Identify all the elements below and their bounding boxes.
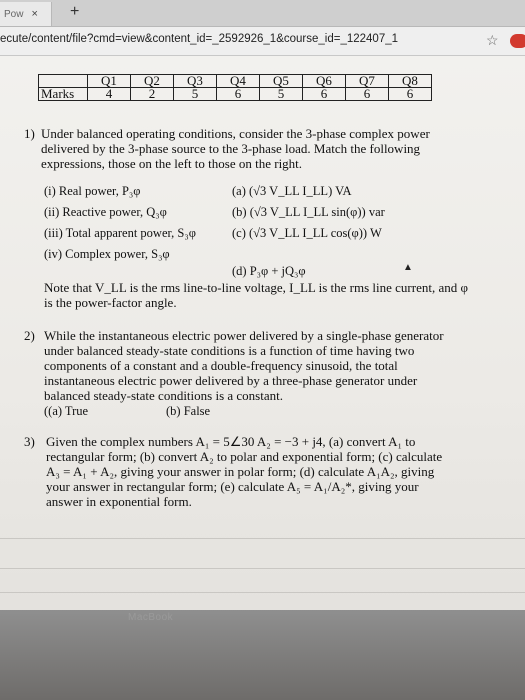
table-header-cell: Q3	[174, 75, 217, 88]
answer-option-true: ((a) True	[44, 404, 89, 418]
question-3	[24, 434, 494, 509]
match-right-item: (c) (√3 V_LL I_LL cos(φ)) W	[232, 226, 382, 240]
table-cell: 5	[174, 88, 217, 101]
question-text-line: Given the complex numbers A₁ = 5∠30 A₂ = −3 + j4, (a) convert A₁ to	[46, 434, 416, 449]
note-line: is the power-factor angle.	[44, 295, 177, 310]
match-right-item: (a) (√3 V_LL I_LL) VA	[232, 184, 352, 198]
table-cell: 5	[260, 88, 303, 101]
url-text[interactable]: ecute/content/file?cmd=view&content_id=_2592926_1&course_id=_122407_1	[0, 33, 399, 45]
tab-title: Pow	[4, 8, 24, 20]
table-header-cell: Q4	[217, 75, 260, 88]
table-header-cell: Q7	[346, 75, 389, 88]
match-right-item: (b) (√3 V_LL I_LL sin(φ)) var	[232, 205, 385, 219]
match-left-item: (ii) Reactive power, Q₃φ	[44, 205, 167, 219]
question-text-line: under balanced steady-state conditions is a function of time having two	[44, 343, 415, 358]
table-header-cell: Q2	[131, 75, 174, 88]
mouse-cursor-icon: ▲	[403, 262, 413, 273]
question-text-line: Under balanced operating conditions, consider the 3-phase complex power	[41, 126, 430, 141]
question-1	[24, 126, 494, 171]
question-text-line: answer in exponential form.	[46, 494, 192, 509]
question-text-line: instantaneous electric power delivered by a three-phase generator under	[44, 373, 418, 388]
question-text-line: your answer in rectangular form; (e) calculate A₅ = A₁/A₂*, giving your	[46, 479, 419, 494]
note-line: Note that V_LL is the rms line-to-line voltage, I_LL is the rms line current, and φ	[44, 280, 468, 295]
table-cell: 4	[88, 88, 131, 101]
question-text-line: rectangular form; (b) convert A₂ to polar and exponential form; (c) calculate	[46, 449, 443, 464]
bezel-label: MacBook	[128, 612, 174, 623]
table-cell: 2	[131, 88, 174, 101]
question-2	[24, 328, 494, 403]
new-tab-button[interactable]: +	[70, 3, 80, 20]
table-row-label: Marks	[39, 88, 88, 101]
question-number: 1)	[24, 126, 35, 141]
question-number: 3)	[24, 434, 35, 449]
question-number: 2)	[24, 328, 35, 343]
close-icon[interactable]: ×	[31, 8, 38, 20]
match-right-item: (d) P₃φ + jQ₃φ	[232, 264, 306, 278]
table-cell: 6	[217, 88, 260, 101]
table-header-cell: Q1	[88, 75, 131, 88]
table-header-cell: Q6	[303, 75, 346, 88]
table-cell: 6	[346, 88, 389, 101]
question-1-note	[44, 280, 514, 310]
match-left-item: (iv) Complex power, S₃φ	[44, 247, 170, 261]
table-header-cell: Q5	[260, 75, 303, 88]
laptop-bezel	[0, 610, 525, 700]
question-text-line: components of a constant and a double-frequency sinusoid, the total	[44, 358, 398, 373]
answer-option-false: (b) False	[166, 404, 211, 418]
bookmark-star-icon[interactable]: ☆	[486, 32, 499, 48]
question-text-line: While the instantaneous electric power delivered by a single-phase generator	[44, 328, 444, 343]
question-text-line: balanced steady-state conditions is a constant.	[44, 388, 283, 403]
table-cell: 6	[389, 88, 432, 101]
question-text-line: delivered by the 3-phase source to the 3-phase load. Match the following	[41, 141, 421, 156]
table-cell: 6	[303, 88, 346, 101]
match-left-item: (iii) Total apparent power, S₃φ	[44, 226, 196, 240]
question-text-line: A₃ = A₁ + A₂, giving your answer in polar form; (d) calculate A₁A₂, giving	[46, 464, 435, 479]
match-left-item: (i) Real power, P₃φ	[44, 184, 141, 198]
question-text-line: expressions, those on the left to those on the right.	[41, 156, 303, 171]
table-header-cell: Q8	[389, 75, 432, 88]
